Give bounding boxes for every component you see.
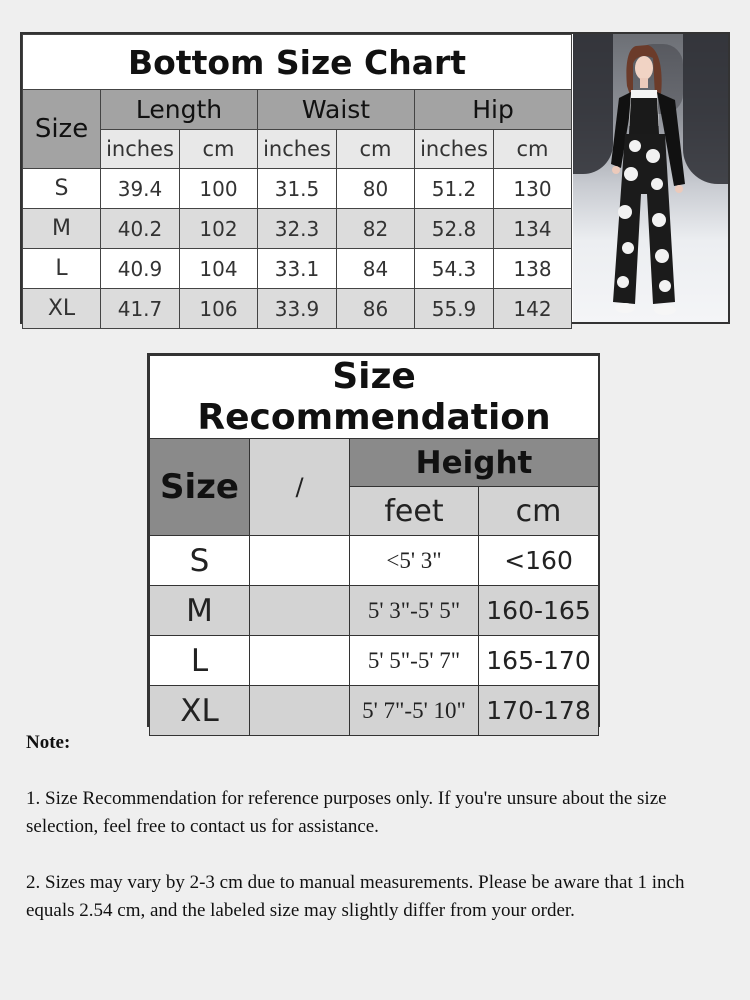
value-cell: 33.9 bbox=[258, 289, 337, 329]
cm-cell: <160 bbox=[479, 536, 599, 586]
value-cell: 102 bbox=[180, 209, 258, 249]
empty-cell bbox=[250, 636, 350, 686]
bottom-size-chart bbox=[20, 32, 730, 324]
size-recommendation-table bbox=[149, 355, 599, 736]
empty-cell bbox=[250, 536, 350, 586]
empty-cell bbox=[250, 586, 350, 636]
table-row bbox=[150, 536, 599, 586]
value-cell: 32.3 bbox=[258, 209, 337, 249]
size-cell: M bbox=[150, 586, 250, 636]
length-cm-header: cm bbox=[180, 130, 258, 169]
note-item: 1. Size Recommendation for reference purposes only. If you're unsure about the size selection, feel free to contact us for assistance. bbox=[26, 788, 667, 837]
waist-cm-header: cm bbox=[337, 130, 415, 169]
value-cell: 142 bbox=[494, 289, 572, 329]
table-row bbox=[150, 586, 599, 636]
table-row bbox=[23, 249, 572, 289]
value-cell: 82 bbox=[337, 209, 415, 249]
feet-header: feet bbox=[350, 487, 479, 536]
hip-cm-header: cm bbox=[494, 130, 572, 169]
hip-header: Hip bbox=[415, 90, 572, 130]
model-figure bbox=[573, 34, 728, 322]
table-row bbox=[150, 636, 599, 686]
waist-inches-header: inches bbox=[258, 130, 337, 169]
size-cell: XL bbox=[23, 289, 101, 329]
length-header: Length bbox=[101, 90, 258, 130]
size-cell: M bbox=[23, 209, 101, 249]
empty-cell bbox=[250, 686, 350, 736]
cm-cell: 160-165 bbox=[479, 586, 599, 636]
cm-header: cm bbox=[479, 487, 599, 536]
value-cell: 106 bbox=[180, 289, 258, 329]
value-cell: 52.8 bbox=[415, 209, 494, 249]
feet-cell: 5' 3"-5' 5" bbox=[350, 586, 479, 636]
note-item: 2. Sizes may vary by 2-3 cm due to manual measurements. Please be aware that 1 inch equals 2.54 cm, and the labeled size may slightly differ from your order. bbox=[26, 872, 685, 921]
value-cell: 40.9 bbox=[101, 249, 180, 289]
size-recommendation-chart bbox=[147, 353, 600, 727]
value-cell: 55.9 bbox=[415, 289, 494, 329]
value-cell: 39.4 bbox=[101, 169, 180, 209]
cm-cell: 170-178 bbox=[479, 686, 599, 736]
slash-header: / bbox=[250, 439, 350, 536]
size-cell: XL bbox=[150, 686, 250, 736]
table-row bbox=[23, 289, 572, 329]
value-cell: 41.7 bbox=[101, 289, 180, 329]
size-cell: L bbox=[23, 249, 101, 289]
value-cell: 104 bbox=[180, 249, 258, 289]
table-row bbox=[23, 209, 572, 249]
value-cell: 51.2 bbox=[415, 169, 494, 209]
size-cell: S bbox=[23, 169, 101, 209]
value-cell: 86 bbox=[337, 289, 415, 329]
value-cell: 54.3 bbox=[415, 249, 494, 289]
waist-header: Waist bbox=[258, 90, 415, 130]
feet-cell: 5' 5"-5' 7" bbox=[350, 636, 479, 686]
value-cell: 31.5 bbox=[258, 169, 337, 209]
size-column-header: Size bbox=[23, 90, 101, 169]
bottom-size-table bbox=[22, 34, 572, 329]
size-cell: S bbox=[150, 536, 250, 586]
value-cell: 84 bbox=[337, 249, 415, 289]
value-cell: 134 bbox=[494, 209, 572, 249]
length-inches-header: inches bbox=[101, 130, 180, 169]
value-cell: 80 bbox=[337, 169, 415, 209]
size-cell: L bbox=[150, 636, 250, 686]
hip-inches-header: inches bbox=[415, 130, 494, 169]
value-cell: 40.2 bbox=[101, 209, 180, 249]
cm-cell: 165-170 bbox=[479, 636, 599, 686]
product-photo bbox=[573, 34, 728, 322]
feet-cell: <5' 3" bbox=[350, 536, 479, 586]
size-column-header: Size bbox=[150, 439, 250, 536]
table-row bbox=[23, 169, 572, 209]
value-cell: 130 bbox=[494, 169, 572, 209]
note-label: Note: bbox=[26, 732, 71, 753]
feet-cell: 5' 7"-5' 10" bbox=[350, 686, 479, 736]
table-row bbox=[150, 686, 599, 736]
value-cell: 33.1 bbox=[258, 249, 337, 289]
value-cell: 138 bbox=[494, 249, 572, 289]
height-header: Height bbox=[350, 439, 599, 487]
recommendation-title: Size Recommendation bbox=[150, 356, 599, 439]
bottom-chart-title: Bottom Size Chart bbox=[23, 35, 572, 90]
value-cell: 100 bbox=[180, 169, 258, 209]
